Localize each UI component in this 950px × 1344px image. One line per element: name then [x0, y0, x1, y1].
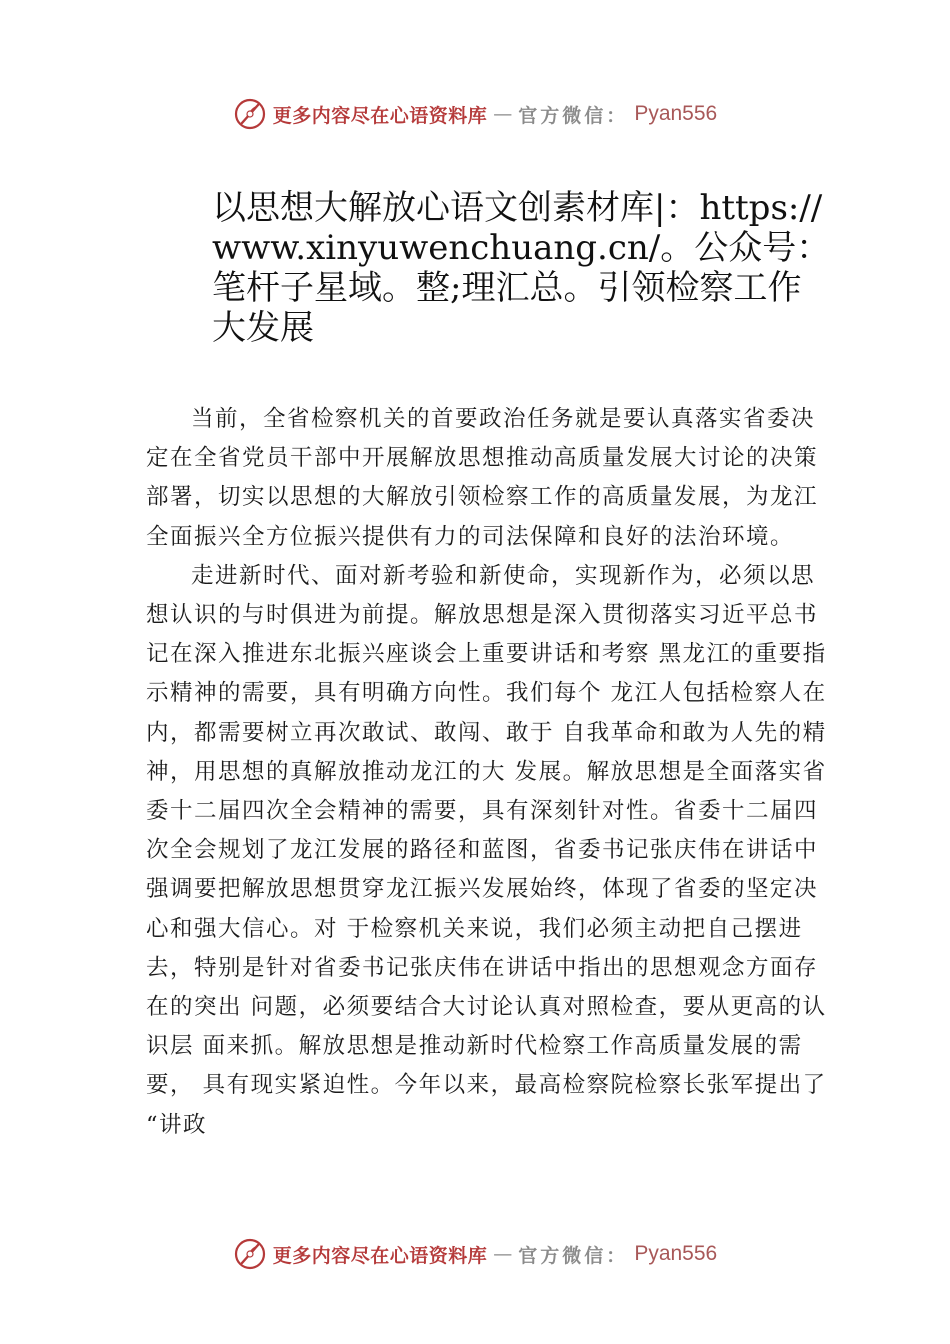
banner-wechat-id: Pyan556 — [634, 102, 718, 125]
banner-brand-text: 更多内容尽在心语资料库 — [272, 1244, 488, 1267]
paragraph: 走进新时代、面对新考验和新使命，实现新作为，必须以思想认识的与时俱进为前提。解放思想是深入贯彻落实习近平总书记在深入推进东北振兴座谈会上重要讲话和考察 黑龙江的重要指示精神的需要，具有明确方向性。我们每个 龙江人包括检察人在内，都需要树立再次敢试、敢闯、敢于 自我革命和敢为人先的精神，用思想的真解放推动龙江的大 发展。解放思想是全面落实省委十二届四次全会精神的需要，具有深刻针对性。省委十二届四次全会规划了龙江发展的路径和蓝图，省委书记张庆伟在讲话中强调要把解放思想贯穿龙江振兴发展始终，体现了省委的坚定决心和强大信心。对 于检察机关来说，我们必须主动把自己摆进去，特别是针对省委书记张庆伟在讲话中指出的思想观念方面存在的突出 问题，必须要结合大讨论认真对照检查，要从更高的认识层 面来抓。解放思想是推动新时代检察工作高质量发展的需要， 具有现实紧迫性。今年以来，最高检察院检察长张军提出了 “讲政 — [146, 562, 827, 1138]
paragraph: 当前，全省检察机关的首要政治任务就是要认真落实省委决定在全省党员干部中开展解放思想推动高质量发展大讨论的决策部署，切实以思想的大解放引领检察工作的高质量发展，为龙江全面振兴全方位振兴提供有力的司法保障和良好的法治环境。 — [146, 406, 819, 550]
banner-wechat-label: 官方微信： — [518, 104, 629, 127]
banner-brand-text: 更多内容尽在心语资料库 — [272, 104, 488, 127]
banner-wechat-label: 官方微信： — [518, 1244, 629, 1267]
footer-banner — [0, 1232, 950, 1276]
quill-pen-logo-icon — [233, 97, 267, 131]
quill-pen-logo-icon — [233, 1237, 267, 1271]
banner-wechat-id: Pyan556 — [634, 1242, 718, 1265]
banner-dash: — — [493, 103, 513, 125]
banner-dash: — — [493, 1243, 513, 1265]
document-title: 以思想大解放心语文创素材库|：https://www.xinyuwenchuang.cn/。公众号：笔杆子星域。整;理汇总。引领检察工作大发展 — [212, 188, 831, 348]
document-body — [146, 400, 836, 1145]
header-banner — [0, 92, 950, 136]
